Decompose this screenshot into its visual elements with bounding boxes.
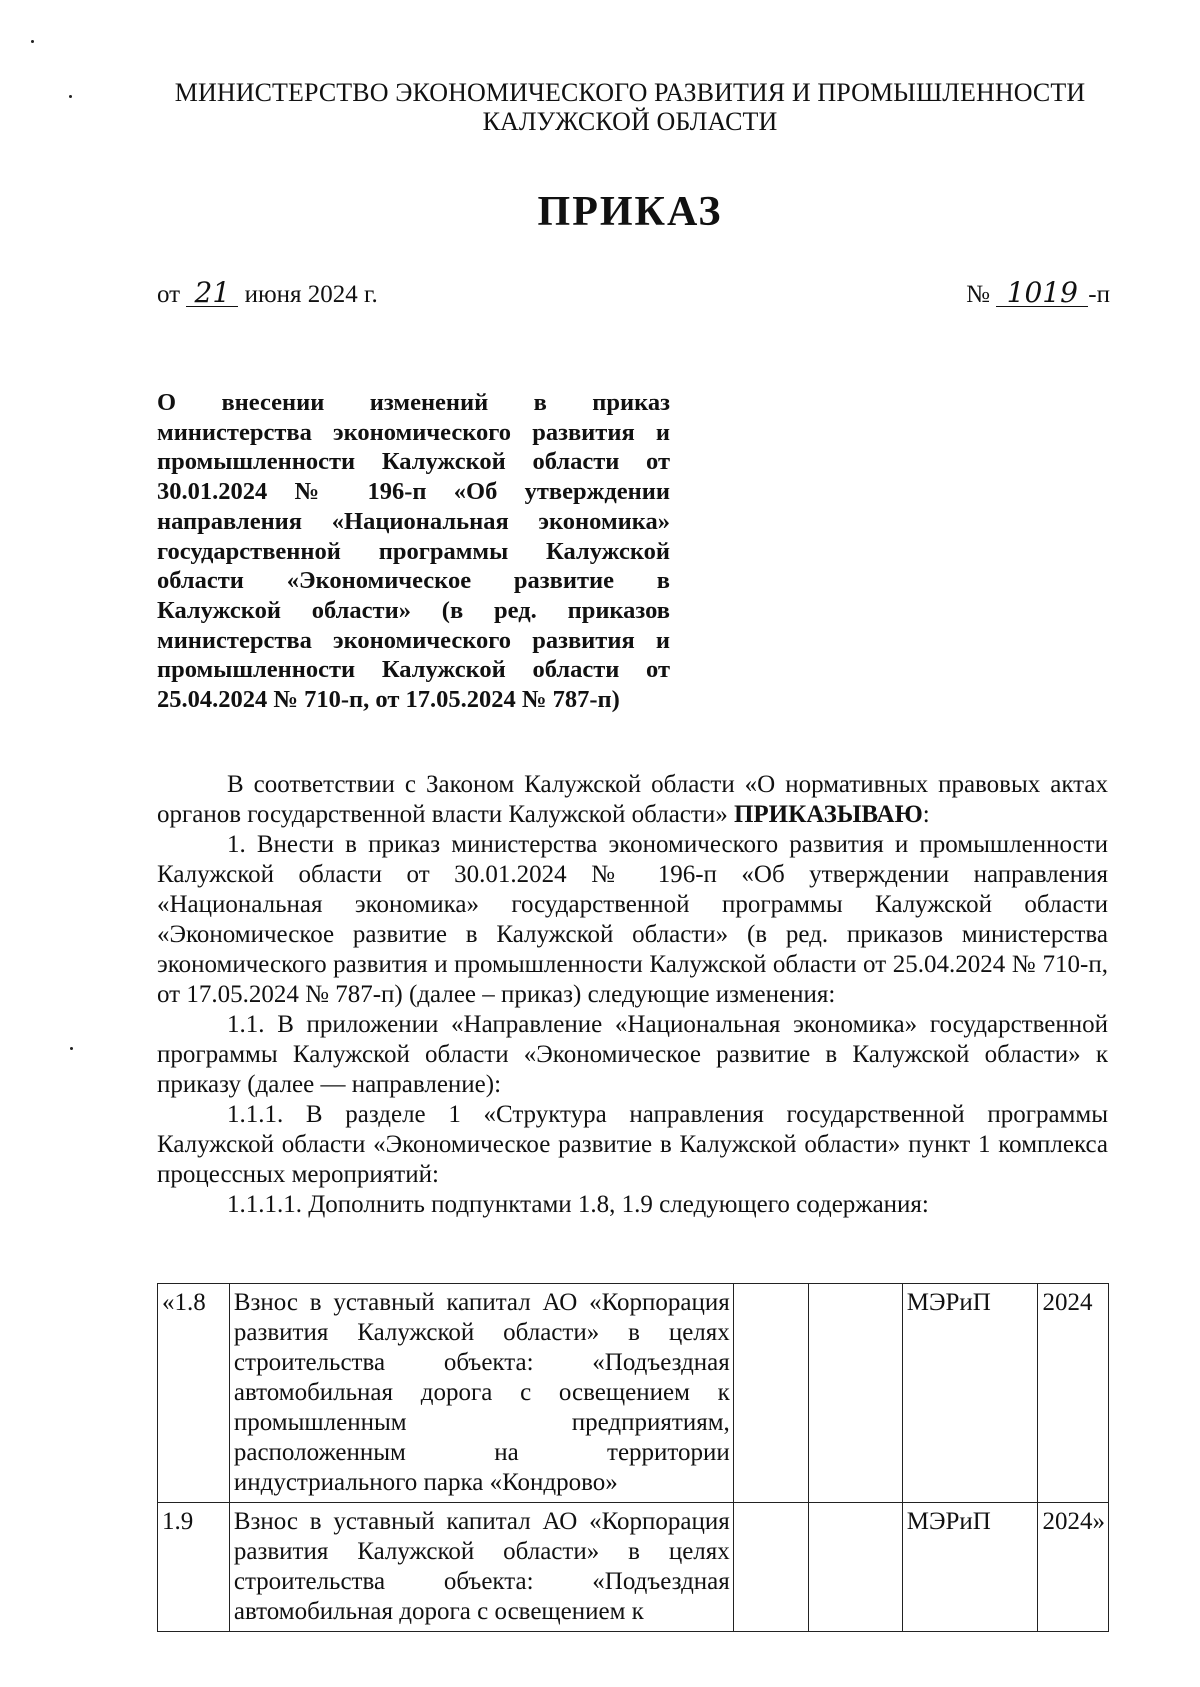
- order-word: ПРИКАЗЫВАЮ: [733, 801, 923, 828]
- row-empty-cell: [733, 1503, 809, 1632]
- scan-speck: [69, 95, 72, 98]
- amendment-table: [157, 1283, 1109, 1632]
- preamble-paragraph: [157, 770, 1108, 830]
- ministry-line-2: КАЛУЖСКОЙ ОБЛАСТИ: [482, 107, 778, 136]
- row-number: «1.8: [158, 1284, 230, 1503]
- item-1-paragraph: 1. Внести в приказ министерства экономического развития и промышленности Калужской области от 30.01.2024 № 196-п «Об утверждении направления «Национальная экономика» государственной программы Калужской области «Экономическое развитие в Калужской области» (в ред. приказов министерства экономического развития и промышленности Калужской области от 25.04.2024 № 710-п, от 17.05.2024 № 787-п) (далее – приказ) следующие изменения:: [157, 831, 1108, 1008]
- number-suffix: -п: [1088, 281, 1110, 308]
- order-body: [157, 770, 1108, 1220]
- row-executor: МЭРиП: [902, 1503, 1038, 1632]
- order-date: [157, 276, 378, 309]
- row-year: 2024: [1038, 1284, 1109, 1503]
- preamble-end: :: [922, 801, 930, 828]
- row-description: Взнос в уставный капитал АО «Корпорация развития Калужской области» в целях строительства объекта: «Подъездная автомобильная дорога с освещением к промышленным предприятиям, расположенным на территории индустриального парка «Кондрово»: [229, 1284, 733, 1503]
- ministry-name: [150, 78, 1110, 136]
- handwritten-number: 1019: [996, 280, 1088, 307]
- row-empty-cell: [733, 1284, 809, 1503]
- row-empty-cell: [809, 1284, 902, 1503]
- row-year: 2024»: [1038, 1503, 1109, 1632]
- handwritten-day: 21: [186, 280, 238, 307]
- document-title: ПРИКАЗ: [537, 189, 723, 235]
- table-row: [158, 1503, 1109, 1632]
- ministry-line-1: МИНИСТЕРСТВО ЭКОНОМИЧЕСКОГО РАЗВИТИЯ И ПРОМЫШЛЕННОСТИ: [174, 78, 1086, 107]
- item-1-1-paragraph: 1.1. В приложении «Направление «Национальная экономика» государственной программы Калужской области «Экономическое развитие в Калужской области» к приказу (далее — направление):: [157, 1011, 1108, 1098]
- date-prefix: от: [157, 281, 181, 308]
- date-suffix: июня 2024 г.: [244, 281, 378, 308]
- order-number: [966, 276, 1110, 309]
- scan-speck: [70, 1047, 73, 1050]
- row-description: Взнос в уставный капитал АО «Корпорация развития Калужской области» в целях строительства объекта: «Подъездная автомобильная дорога с освещением к: [229, 1503, 733, 1632]
- row-empty-cell: [809, 1503, 902, 1632]
- order-subject: О внесении изменений в приказ министерства экономического развития и промышленности Калужской области от 30.01.2024 № 196-п «Об утверждении направления «Национальная экономика» государственной программы Калужской области «Экономическое развитие в Калужской области» (в ред. приказов министерства экономического развития и промышленности Калужской области от 25.04.2024 № 710-п, от 17.05.2024 № 787-п): [157, 389, 670, 714]
- number-prefix: №: [966, 281, 991, 308]
- row-number: 1.9: [158, 1503, 230, 1632]
- item-1-1-1-paragraph: 1.1.1. В разделе 1 «Структура направления государственной программы Калужской области «Экономическое развитие в Калужской области» пункт 1 комплекса процессных мероприятий:: [157, 1101, 1108, 1188]
- table-row: [158, 1284, 1109, 1503]
- item-1-1-1-1-paragraph: 1.1.1.1. Дополнить подпунктами 1.8, 1.9 следующего содержания:: [227, 1191, 929, 1218]
- scan-speck: [31, 40, 34, 43]
- preamble-text: В соответствии с Законом Калужской области «О нормативных правовых актах органов государственной власти Калужской области»: [157, 771, 1108, 828]
- row-executor: МЭРиП: [902, 1284, 1038, 1503]
